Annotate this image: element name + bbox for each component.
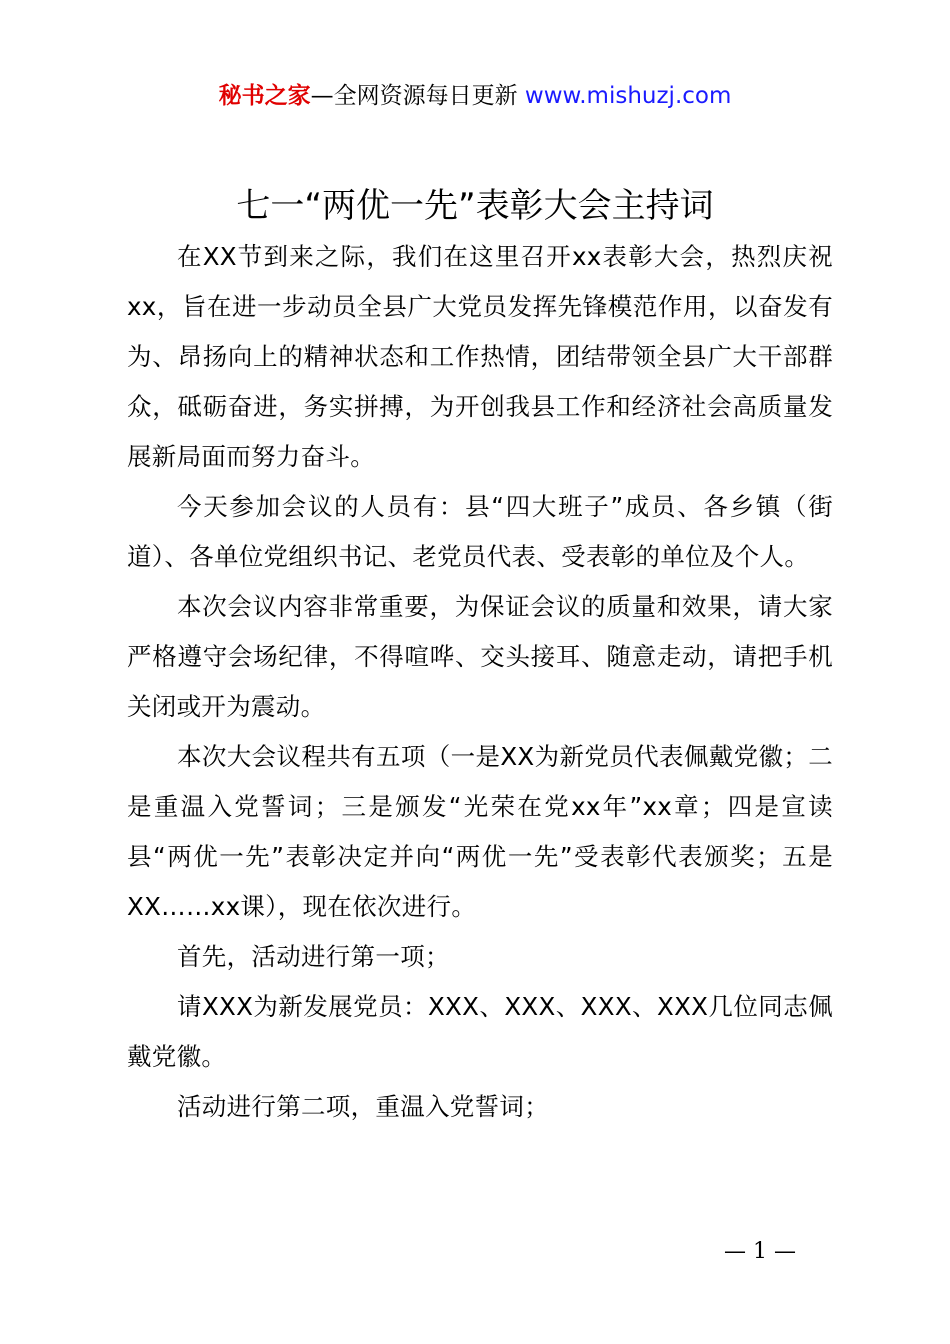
paragraph: 在XX节到来之际，我们在这里召开xx表彰大会，热烈庆祝xx，旨在进一步动员全县广大党员发挥先锋模范作用，以奋发有为、昂扬向上的精神状态和工作热情，团结带领全县广大干部群众，砥砺奋进，务实拼搏，为开创我县工作和经济社会高质量发展新局面而努力奋斗。 (127, 242, 833, 471)
paragraph: 本次大会议程共有五项（一是XX为新党员代表佩戴党徽；二是重温入党誓词；三是颁发“光荣在党xx年”xx章；四是宣读县“两优一先”表彰决定并向“两优一先”受表彰代表颁奖；五是XX……xx课），现在依次进行。 (127, 742, 833, 921)
header-tagline: —全网资源每日更新 (310, 83, 518, 109)
site-url[interactable]: www.mishuzj.com (524, 83, 732, 109)
paragraph: 请XXX为新发展党员：XXX、XXX、XXX、XXX几位同志佩戴党徽。 (127, 992, 833, 1071)
paragraph: 今天参加会议的人员有：县“四大班子”成员、各乡镇（街道）、各单位党组织书记、老党员代表、受表彰的单位及个人。 (127, 492, 833, 571)
document-body (127, 232, 833, 1132)
brand-name: 秘书之家 (218, 83, 311, 109)
site-header (0, 80, 950, 112)
document-title: 七一“两优一先”表彰大会主持词 (236, 186, 714, 226)
page-number: — 1 — (724, 1239, 796, 1264)
paragraph: 首先，活动进行第一项； (177, 942, 450, 971)
paragraph: 本次会议内容非常重要，为保证会议的质量和效果，请大家严格遵守会场纪律，不得喧哗、交头接耳、随意走动，请把手机关闭或开为震动。 (127, 592, 833, 721)
paragraph: 活动进行第二项，重温入党誓词； (177, 1092, 549, 1121)
